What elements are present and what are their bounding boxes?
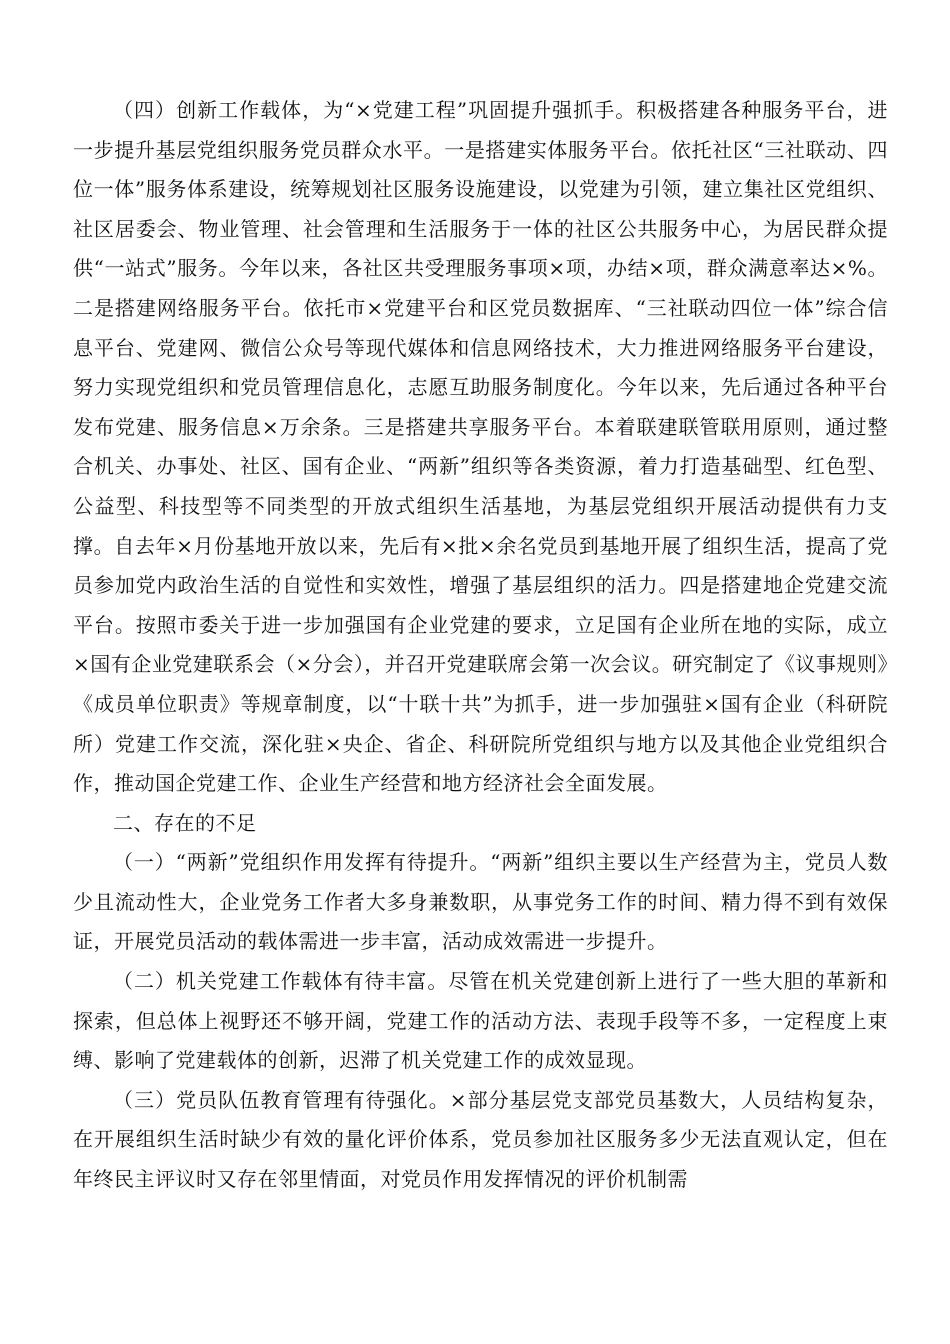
paragraph-member-education: （三）党员队伍教育管理有待强化。×部分基层党支部党员基数大，人员结构复杂，在开展组织生活时缺少有效的量化评价体系，党员参加社区服务多少无法直观认定，但在年终民主评议时又存在邻里情面，对党员作用发挥情况的评价机制需 <box>73 1087 888 1192</box>
section-heading-shortcomings: 二、存在的不足 <box>113 810 257 835</box>
paragraph-two-new-organizations: （一）“两新”党组织作用发挥有待提升。“两新”组织主要以生产经营为主，党员人数少且流动性大，企业党务工作者大多身兼数职，从事党务工作的时间、精力得不到有效保证，开展党员活动的载体需进一步丰富，活动成效需进一步提升。 <box>73 850 888 954</box>
paragraph-innovation-carrier: （四）创新工作载体，为“×党建工程”巩固提升强抓手。积极搭建各种服务平台，进一步提升基层党组织服务党员群众水平。一是搭建实体服务平台。依托社区“三社联动、四位一体”服务体系建设，统筹规划社区服务设施建设，以党建为引领，建立集社区党组织、社区居委会、物业管理、社会管理和生活服务于一体的社区公共服务中心，为居民群众提供“一站式”服务。今年以来，各社区共受理服务事项×项，办结×项，群众满意率达×%。二是搭建网络服务平台。依托市×党建平台和区党员数据库、“三社联动四位一体”综合信息平台、党建网、微信公众号等现代媒体和信息网络技术，大力推进网络服务平台建设，努力实现党组织和党员管理信息化，志愿互助服务制度化。今年以来，先后通过各种平台发布党建、服务信息×万余条。三是搭建共享服务平台。本着联建联管联用原则，通过整合机关、办事处、社区、国有企业、“两新”组织等各类资源，着力打造基础型、红色型、公益型、科技型等不同类型的开放式组织生活基地，为基层党组织开展活动提供有力支撑。自去年×月份基地开放以来，先后有×批×余名党员到基地开展了组织生活，提高了党员参加党内政治生活的自觉性和实效性，增强了基层组织的活力。四是搭建地企党建交流平台。按照市委关于进一步加强国有企业党建的要求，立足国有企业所在地的实际，成立×国有企业党建联系会（×分会），并召开党建联席会第一次会议。研究制定了《议事规则》《成员单位职责》等规章制度，以“十联十共”为抓手，进一步加强驻×国有企业（科研院所）党建工作交流，深化驻×央企、省企、科研院所党组织与地方以及其他企业党组织合作，推动国企党建工作、企业生产经营和地方经济社会全面发展。 <box>73 98 888 796</box>
paragraph-agency-party-building: （二）机关党建工作载体有待丰富。尽管在机关党建创新上进行了一些大胆的革新和探索，但总体上视野还不够开阔，党建工作的活动方法、表现手段等不多，一定程度上束缚、影响了党建载体的创新，迟滞了机关党建工作的成效显现。 <box>73 969 888 1073</box>
